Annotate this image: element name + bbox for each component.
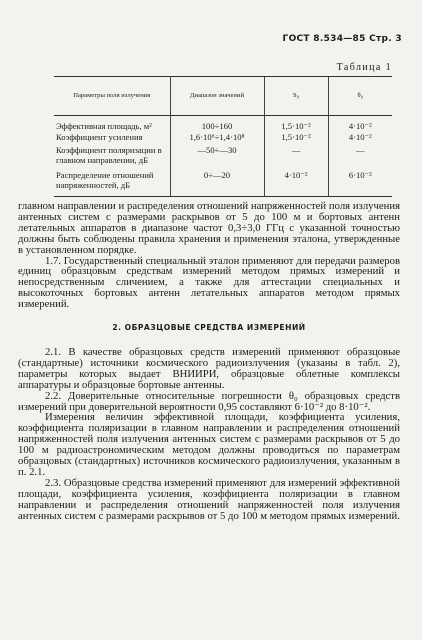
page-header: ГОСТ 8.534—85 Стр. 3	[282, 34, 402, 44]
column-header: Диапазон значений	[170, 77, 264, 116]
paragraph: 1.7. Государственный специальный эталон применяют для передачи размеров единиц образцовым средствам измерений методом прямых измерений и непосредственным сличением, а также для аттестации специальных и высокоточных бортовых антенн летательных аппаратов методом прямых измерений.	[18, 254, 400, 311]
param-cell: Распределение отношений напряженностей, дБ	[54, 170, 170, 197]
paragraph: 2.2. Доверительные относительные погрешности θ₀ образцовых средств измерений при доверительной вероятности 0,95 составляют 6·10⁻² до 8·10⁻².	[18, 389, 400, 413]
paragraph: 2.3. Образцовые средства измерений применяют для измерений эффективной площади, коэффициента усиления, коэффициента поляризации в главном направлении и распределения отношений напряженностей поля излучения антенных систем с размерами раскрывов от 5 до 100 м методом прямых измерений.	[18, 476, 400, 522]
theta0-cell: 4·10⁻²	[328, 116, 392, 133]
parameters-table	[54, 76, 392, 197]
column-header: Параметры поля излучения	[54, 77, 170, 116]
param-cell: Эффективная площадь, м²	[56, 121, 152, 131]
table-header-row	[54, 77, 392, 116]
range-cell: 1,6·10⁶÷1,4·10⁸	[170, 132, 264, 145]
section-heading: 2. ОБРАЗЦОВЫЕ СРЕДСТВА ИЗМЕРЕНИЙ	[112, 323, 306, 333]
theta0-cell: —	[328, 145, 392, 170]
param-cell: Коэффициент поляризации в главном направлении, дБ	[56, 145, 162, 165]
body-text	[18, 201, 400, 521]
table-row	[54, 145, 392, 170]
paragraph: Измерения величин эффективной площади, коэффициента усиления, коэффициента поляризации в главном направлении и распределения отношений напряженностей поля излучения антенных систем с размерами раскрывов от 5 до 100 м радиоастрономическим методом должны проводиться по параметрам образцовых (стандартных) источников космического радиоизлучения, указанным в п. 2.1.	[18, 411, 400, 478]
column-header: θ₀	[328, 77, 392, 116]
paragraph: главном направлении и распределения отношений напряженностей поля излучения антенных систем с размерами раскрывов от 5 до 100 м и бортовых антенн летательных аппаратов в диапазоне частот 0,3÷3,0 ГГц с указанной точностью должны быть соблюдены правила хранения и применения эталона, утвержденные в установленном порядке.	[18, 200, 400, 256]
paragraph: 2.1. В качестве образцовых средств измерений применяют образцовые (стандартные) источники космического радиоизлучения (указаны в табл. 2), параметры которых выдает ВНИИРИ, образцовые облетные комплексы аппаратуры и образцовые бортовые антенны.	[18, 345, 400, 391]
column-header: S₀	[264, 77, 328, 116]
table-row	[54, 170, 392, 197]
theta0-cell: 6·10⁻²	[328, 170, 392, 197]
table-row	[54, 132, 392, 145]
range-cell: 0÷—20	[170, 170, 264, 197]
theta0-cell: 4·10⁻²	[328, 132, 392, 145]
param-cell: Коэффициент усиления	[56, 132, 143, 142]
s0-cell: —	[264, 145, 328, 170]
s0-cell: 1,5·10⁻²	[264, 116, 328, 133]
s0-cell: 1,5·10⁻²	[264, 132, 328, 145]
table-row	[54, 116, 392, 133]
s0-cell: 4·10⁻²	[264, 170, 328, 197]
table-caption: Таблица 1	[336, 62, 392, 73]
range-cell: —50÷—30	[170, 145, 264, 170]
range-cell: 100÷160	[170, 116, 264, 133]
